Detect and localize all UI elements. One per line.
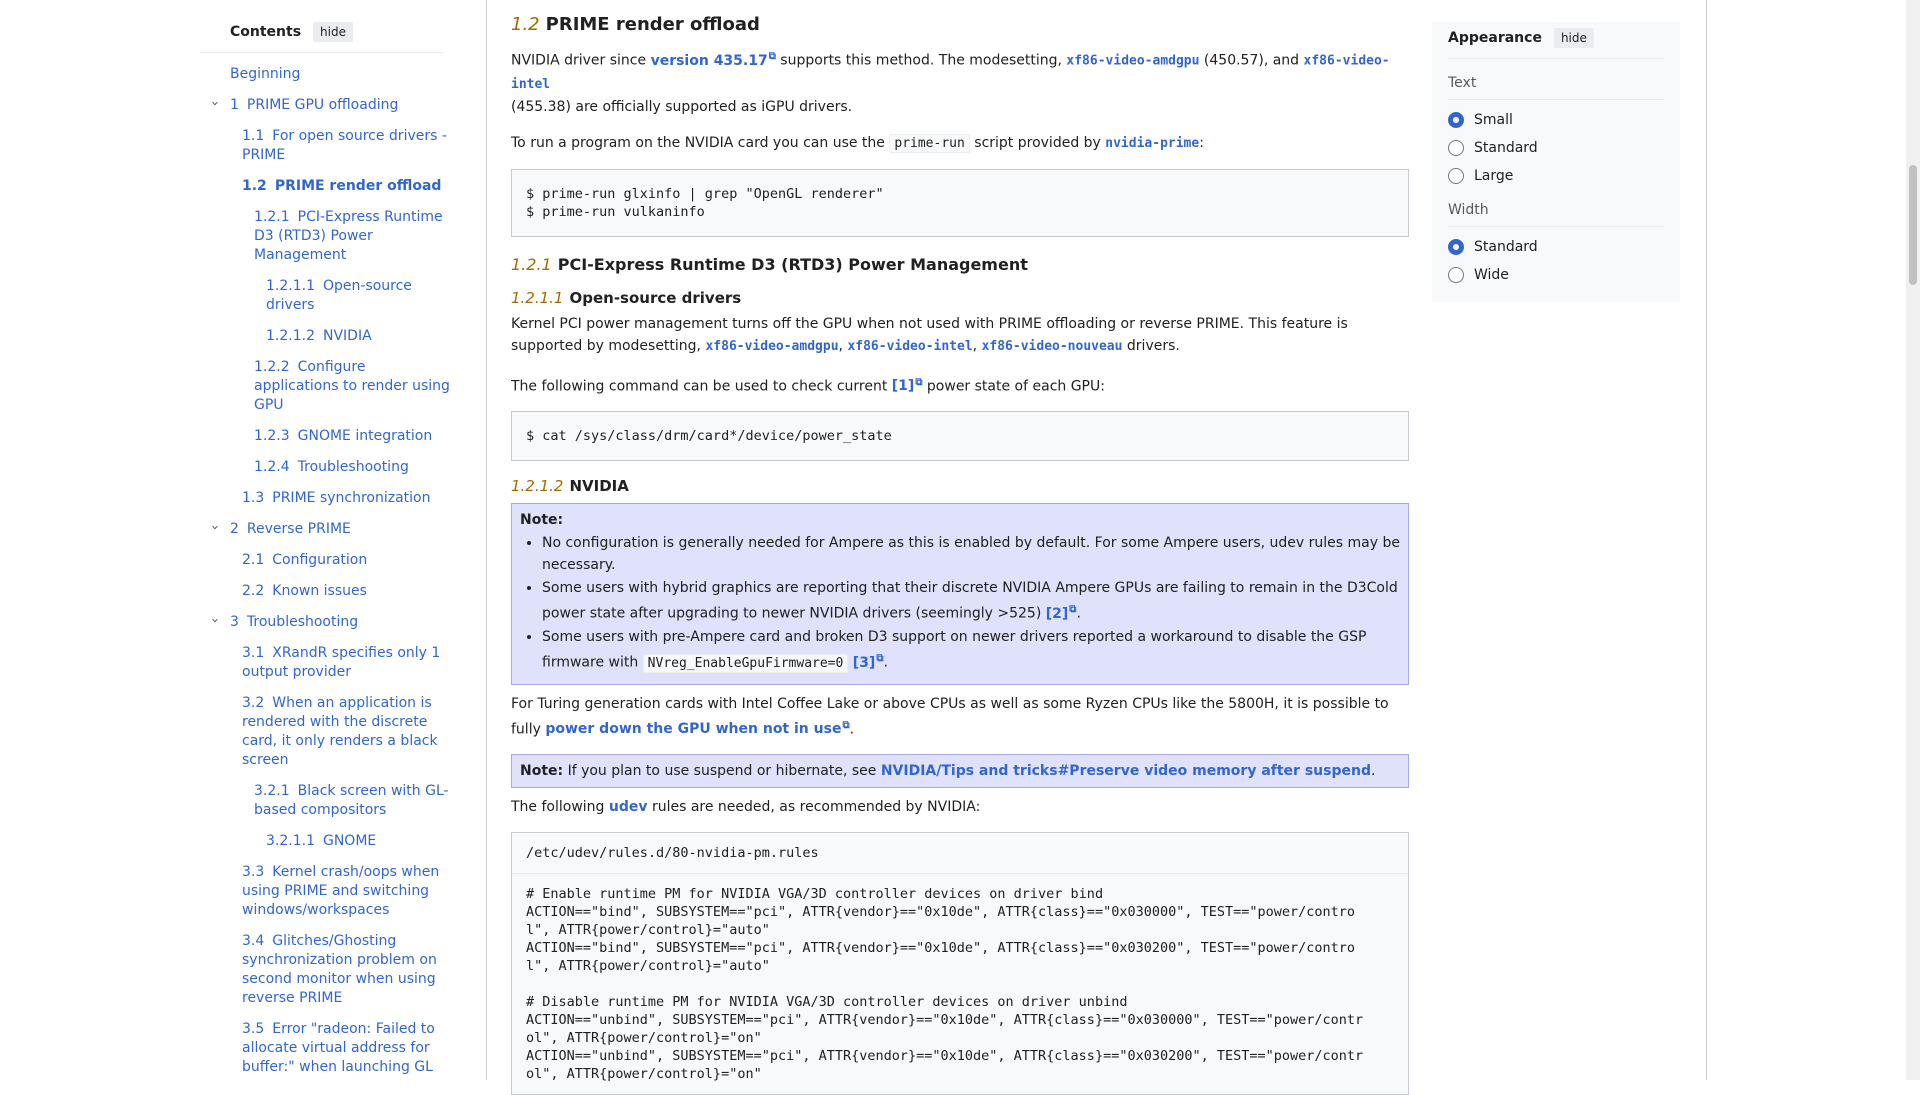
- toc-item-label: PRIME synchronization: [272, 490, 431, 506]
- toc-item-label: Error "radeon: Failed to allocate virtual address for buffer:" when launching GL: [242, 1021, 435, 1075]
- reference-link-3[interactable]: [852, 652, 884, 671]
- toc-item[interactable]: [200, 458, 450, 477]
- toc-item-number: 1.2.1.2: [266, 328, 315, 344]
- text: Some users with hybrid graphics are reporting that their discrete NVIDIA Ampere GPUs are failing to remain in the D3Cold power state after upgrading to newer NVIDIA drivers (seemingly >525): [542, 580, 1398, 622]
- section-number: 1.2.1.1: [511, 288, 564, 307]
- radio-label: Large: [1474, 168, 1514, 184]
- toc-item-number: 1.2.1.1: [266, 278, 315, 294]
- toc-item-number: 3: [230, 614, 239, 630]
- file-path: /etc/udev/rules.d/80-nvidia-pm.rules: [512, 833, 1408, 874]
- text: Kernel PCI power management turns off the GPU when not used with PRIME offloading or reverse PRIME. This feature is supported by modesetting,: [511, 315, 1348, 354]
- toc-item-label: Reverse PRIME: [246, 521, 351, 537]
- paragraph-power-state: [511, 372, 1409, 398]
- toc-item-label: Beginning: [230, 66, 301, 82]
- toc-item[interactable]: [200, 582, 450, 601]
- section-number: 1.2: [511, 14, 540, 35]
- radio-label: Standard: [1474, 239, 1538, 255]
- version-link[interactable]: [651, 53, 776, 69]
- toc-item[interactable]: [200, 358, 450, 415]
- text: power state of each GPU:: [922, 378, 1105, 395]
- toc-item-number: 3.5: [242, 1021, 265, 1037]
- section-title: PRIME render offload: [545, 14, 760, 35]
- toc-item[interactable]: [200, 694, 450, 770]
- toc-item-label: Troubleshooting: [246, 614, 359, 630]
- toc-item[interactable]: [200, 644, 450, 682]
- text: script provided by: [969, 134, 1106, 151]
- toc-item-label: Configuration: [272, 552, 368, 568]
- appearance-hide-button[interactable]: hide: [1554, 28, 1594, 48]
- toc-item-label: XRandR specifies only 1 output provider: [242, 645, 441, 680]
- toc-item[interactable]: [200, 551, 450, 570]
- radio-button[interactable]: [1448, 140, 1464, 156]
- radio-button[interactable]: [1448, 168, 1464, 184]
- section-heading-1-2-1-1: [511, 287, 1409, 309]
- toc-item-number: 3.1: [242, 645, 265, 661]
- paragraph-driver-support: [511, 46, 1409, 118]
- toc-hide-button[interactable]: hide: [313, 22, 353, 42]
- toc-item[interactable]: [200, 208, 450, 265]
- section-title: NVIDIA: [569, 477, 629, 496]
- link-text: version 435.17: [650, 52, 768, 69]
- external-link-icon: ⧉: [842, 719, 850, 731]
- toc-item-number: 1.2: [242, 178, 267, 194]
- section-heading-1-2-1-2: [511, 475, 1409, 497]
- note-list: [520, 532, 1400, 674]
- note-label: Note:: [520, 763, 564, 780]
- chevron-down-icon[interactable]: ›: [207, 617, 223, 624]
- pkg-link-amdgpu[interactable]: xf86-video-amdgpu: [705, 338, 839, 354]
- toc-item-label: GNOME integration: [297, 428, 433, 444]
- text: To run a program on the NVIDIA card you can use the: [511, 134, 890, 151]
- section-heading-1-2: [511, 12, 1409, 38]
- toc-item-label: When an application is rendered with the discrete card, it only renders a black screen: [242, 695, 438, 768]
- udev-link[interactable]: udev: [608, 799, 648, 816]
- toc-item[interactable]: [200, 932, 450, 1008]
- width-options: [1448, 239, 1664, 283]
- paragraph-kernel-pm: [511, 313, 1409, 358]
- external-link-icon: ⧉: [915, 376, 923, 388]
- note-label: Note:: [520, 512, 564, 529]
- toc-item[interactable]: [200, 327, 450, 346]
- toc-item-number: 1.3: [242, 490, 265, 506]
- text-size-option[interactable]: [1448, 168, 1664, 184]
- toc-item-label: GNOME: [322, 833, 377, 849]
- width-option[interactable]: [1448, 267, 1664, 283]
- radio-label: Small: [1474, 112, 1513, 128]
- paragraph-turing: [511, 693, 1409, 741]
- appearance-header: [1448, 22, 1664, 59]
- width-label: Width: [1448, 202, 1664, 227]
- toc-item[interactable]: [200, 782, 450, 820]
- toc-item-label: NVIDIA: [322, 328, 372, 344]
- text: The following: [511, 799, 609, 816]
- text: If you plan to use suspend or hibernate, see: [563, 763, 881, 780]
- toc-item-number: 3.4: [242, 933, 265, 949]
- toc-item[interactable]: [200, 1020, 450, 1077]
- link-text: [2]: [1045, 605, 1069, 622]
- toc-item-number: 1.1: [242, 128, 265, 144]
- power-down-link[interactable]: [545, 721, 849, 737]
- pkg-link-nvidia-prime[interactable]: nvidia-prime: [1105, 135, 1200, 151]
- external-link-icon: ⧉: [768, 51, 776, 62]
- link-text: [3]: [852, 654, 876, 671]
- list-item: [542, 577, 1400, 625]
- list-item: • No configuration is generally needed for Ampere as this is enabled by default. For some Ampere users, udev rules may be necessary.: [542, 532, 1400, 576]
- text: For Turing generation cards with Intel Coffee Lake or above CPUs as well as some Ryzen CPUs like the 5800H, it is possible to fully: [511, 695, 1389, 738]
- chevron-down-icon[interactable]: ›: [207, 524, 223, 531]
- text: .: [883, 654, 888, 671]
- toc-item-number: 1: [230, 97, 239, 113]
- scrollbar-thumb[interactable]: [1909, 165, 1917, 285]
- text: NVIDIA driver since: [511, 52, 651, 69]
- toc-item-number: 1.2.2: [254, 359, 290, 375]
- page-scrollbar[interactable]: [1906, 0, 1920, 1080]
- toc-item-label: Configure applications to render using GPU: [254, 359, 450, 413]
- pkg-link-nouveau[interactable]: xf86-video-nouveau: [981, 338, 1123, 354]
- toc-item[interactable]: [200, 96, 450, 115]
- text-size-options: [1448, 112, 1664, 184]
- pkg-link-amdgpu[interactable]: xf86-video-amdgpu: [1066, 53, 1200, 69]
- file-code-block: [511, 832, 1409, 1095]
- toc-item-label: Open-source drivers: [266, 278, 412, 313]
- inline-code: prime-run: [889, 134, 969, 153]
- toc-header: [200, 22, 444, 53]
- code-block-prime-run: $ prime-run glxinfo | grep "OpenGL renderer" $ prime-run vulkaninfo: [511, 169, 1409, 237]
- table-of-contents: [200, 22, 450, 1080]
- text: (455.38) are officially supported as iGPU drivers.: [511, 98, 853, 115]
- chevron-down-icon[interactable]: ›: [207, 100, 223, 107]
- toc-title: Contents: [230, 24, 302, 40]
- section-heading-1-2-1: [511, 253, 1409, 277]
- radio-button[interactable]: [1448, 239, 1464, 255]
- article-content: [511, 12, 1409, 1095]
- section-title: PCI-Express Runtime D3 (RTD3) Power Management: [557, 254, 1028, 274]
- text: supports this method. The modesetting,: [775, 52, 1067, 69]
- toc-item-number: 1.2.1: [254, 209, 290, 225]
- appearance-panel: [1432, 22, 1680, 302]
- note-box-suspend: [511, 754, 1409, 788]
- toc-item[interactable]: [200, 520, 450, 539]
- section-title: Open-source drivers: [569, 288, 742, 307]
- toc-item-number: 2: [230, 521, 239, 537]
- toc-item-number: 1.2.3: [254, 428, 290, 444]
- toc-item-number: 2.1: [242, 552, 265, 568]
- radio-label: Wide: [1474, 267, 1509, 283]
- toc-item-number: 2.2: [242, 583, 265, 599]
- section-number: 1.2.1.2: [511, 477, 564, 496]
- external-link-icon: ⧉: [876, 652, 884, 664]
- toc-item[interactable]: [200, 832, 450, 851]
- text: :: [1199, 134, 1204, 151]
- toc-item-number: 1.2.4: [254, 459, 290, 475]
- reference-link-1[interactable]: [892, 378, 923, 394]
- text: .: [849, 721, 855, 738]
- toc-item-label: PRIME GPU offloading: [246, 97, 399, 113]
- toc-item-number: 3.2: [242, 695, 265, 711]
- appearance-title: Appearance: [1448, 30, 1542, 46]
- list-item: [542, 626, 1400, 675]
- radio-label: Standard: [1474, 140, 1538, 156]
- paragraph-udev: [511, 796, 1409, 818]
- inline-code: NVreg_EnableGpuFirmware=0: [643, 654, 849, 673]
- toc-item[interactable]: [200, 177, 450, 196]
- reference-link-2[interactable]: [1046, 606, 1077, 622]
- note-box-nvidia: [511, 503, 1409, 684]
- text-size-label: Text: [1448, 75, 1664, 100]
- text: rules are needed, as recommended by NVIDIA:: [647, 799, 981, 816]
- text-size-option[interactable]: [1448, 112, 1664, 128]
- toc-item-number: 3.3: [242, 864, 265, 880]
- section-number: 1.2.1: [511, 254, 552, 274]
- pkg-link-intel[interactable]: xf86-video-intel: [847, 338, 973, 354]
- toc-item[interactable]: [200, 613, 450, 632]
- toc-item-label: Black screen with GL-based compositors: [254, 783, 449, 818]
- toc-item-label: For open source drivers - PRIME: [242, 128, 447, 163]
- file-contents: # Enable runtime PM for NVIDIA VGA/3D controller devices on driver bind ACTION=="bind", SUBSYSTEM=="pci", ATTR{vendor}=="0x10de", ATTR{class}=="0x030000", TEST=="power/contro l", ATTR{power/control}="auto" ACTION=="bind", SUBSYSTEM=="pci", ATTR{vendor}=="0x10de", ATTR{class}=="0x030200", TEST=="power/contro l", ATTR{power/control}="auto" # Disable runtime PM for NVIDIA VGA/3D controller devices on driver unbind ACTION=="unbind", SUBSYSTEM=="pci", ATTR{vendor}=="0x10de", ATTR{class}=="0x030000", TEST=="power/contr ol", ATTR{power/control}="on" ACTION=="unbind", SUBSYSTEM=="pci", ATTR{vendor}=="0x10de", ATTR{class}=="0x030200", TEST=="power/contr ol", ATTR{power/control}="on": [526, 886, 1364, 1083]
- toc-item-label: Glitches/Ghosting synchronization problem on second monitor when using reverse PRIME: [242, 933, 437, 1006]
- toc-item-number: 3.2.1.1: [266, 833, 315, 849]
- toc-item-label: Kernel crash/oops when using PRIME and switching windows/workspaces: [242, 864, 440, 918]
- pkg-link-intel[interactable]: xf86-video-intel: [511, 53, 1390, 92]
- preserve-memory-link[interactable]: NVIDIA/Tips and tricks#Preserve video memory after suspend: [880, 763, 1371, 780]
- text: ,: [838, 337, 848, 354]
- toc-item-label: Known issues: [272, 583, 367, 599]
- text: .: [1076, 605, 1081, 622]
- toc-item[interactable]: [200, 127, 450, 165]
- radio-button[interactable]: [1448, 112, 1464, 128]
- text: ,: [972, 337, 982, 354]
- toc-item[interactable]: [200, 427, 450, 446]
- toc-item-number: 3.2.1: [254, 783, 290, 799]
- toc-list: [200, 65, 450, 1077]
- radio-button[interactable]: [1448, 267, 1464, 283]
- toc-item[interactable]: [200, 65, 450, 84]
- toc-item-label: PCI-Express Runtime D3 (RTD3) Power Management: [254, 209, 443, 263]
- toc-item[interactable]: [200, 489, 450, 508]
- link-text: power down the GPU when not in use: [545, 721, 842, 738]
- text: The following command can be used to check current: [511, 378, 892, 395]
- toc-item[interactable]: [200, 277, 450, 315]
- text-size-option[interactable]: [1448, 140, 1664, 156]
- link-text: [1]: [891, 378, 915, 395]
- text: (450.57), and: [1199, 52, 1304, 69]
- width-option[interactable]: [1448, 239, 1664, 255]
- text: drivers.: [1122, 337, 1180, 354]
- paragraph-prime-run: [511, 132, 1409, 155]
- toc-item-label: Troubleshooting: [297, 459, 409, 475]
- toc-item-label: PRIME render offload: [274, 178, 442, 194]
- external-link-icon: ⧉: [1069, 604, 1077, 616]
- text: Some users with pre-Ampere card and broken D3 support on newer drivers reported a workaround to disable the GSP firmware with: [542, 628, 1367, 671]
- code-block-power-state: $ cat /sys/class/drm/card*/device/power_state: [511, 411, 1409, 461]
- toc-item[interactable]: [200, 863, 450, 920]
- text: .: [1370, 763, 1376, 780]
